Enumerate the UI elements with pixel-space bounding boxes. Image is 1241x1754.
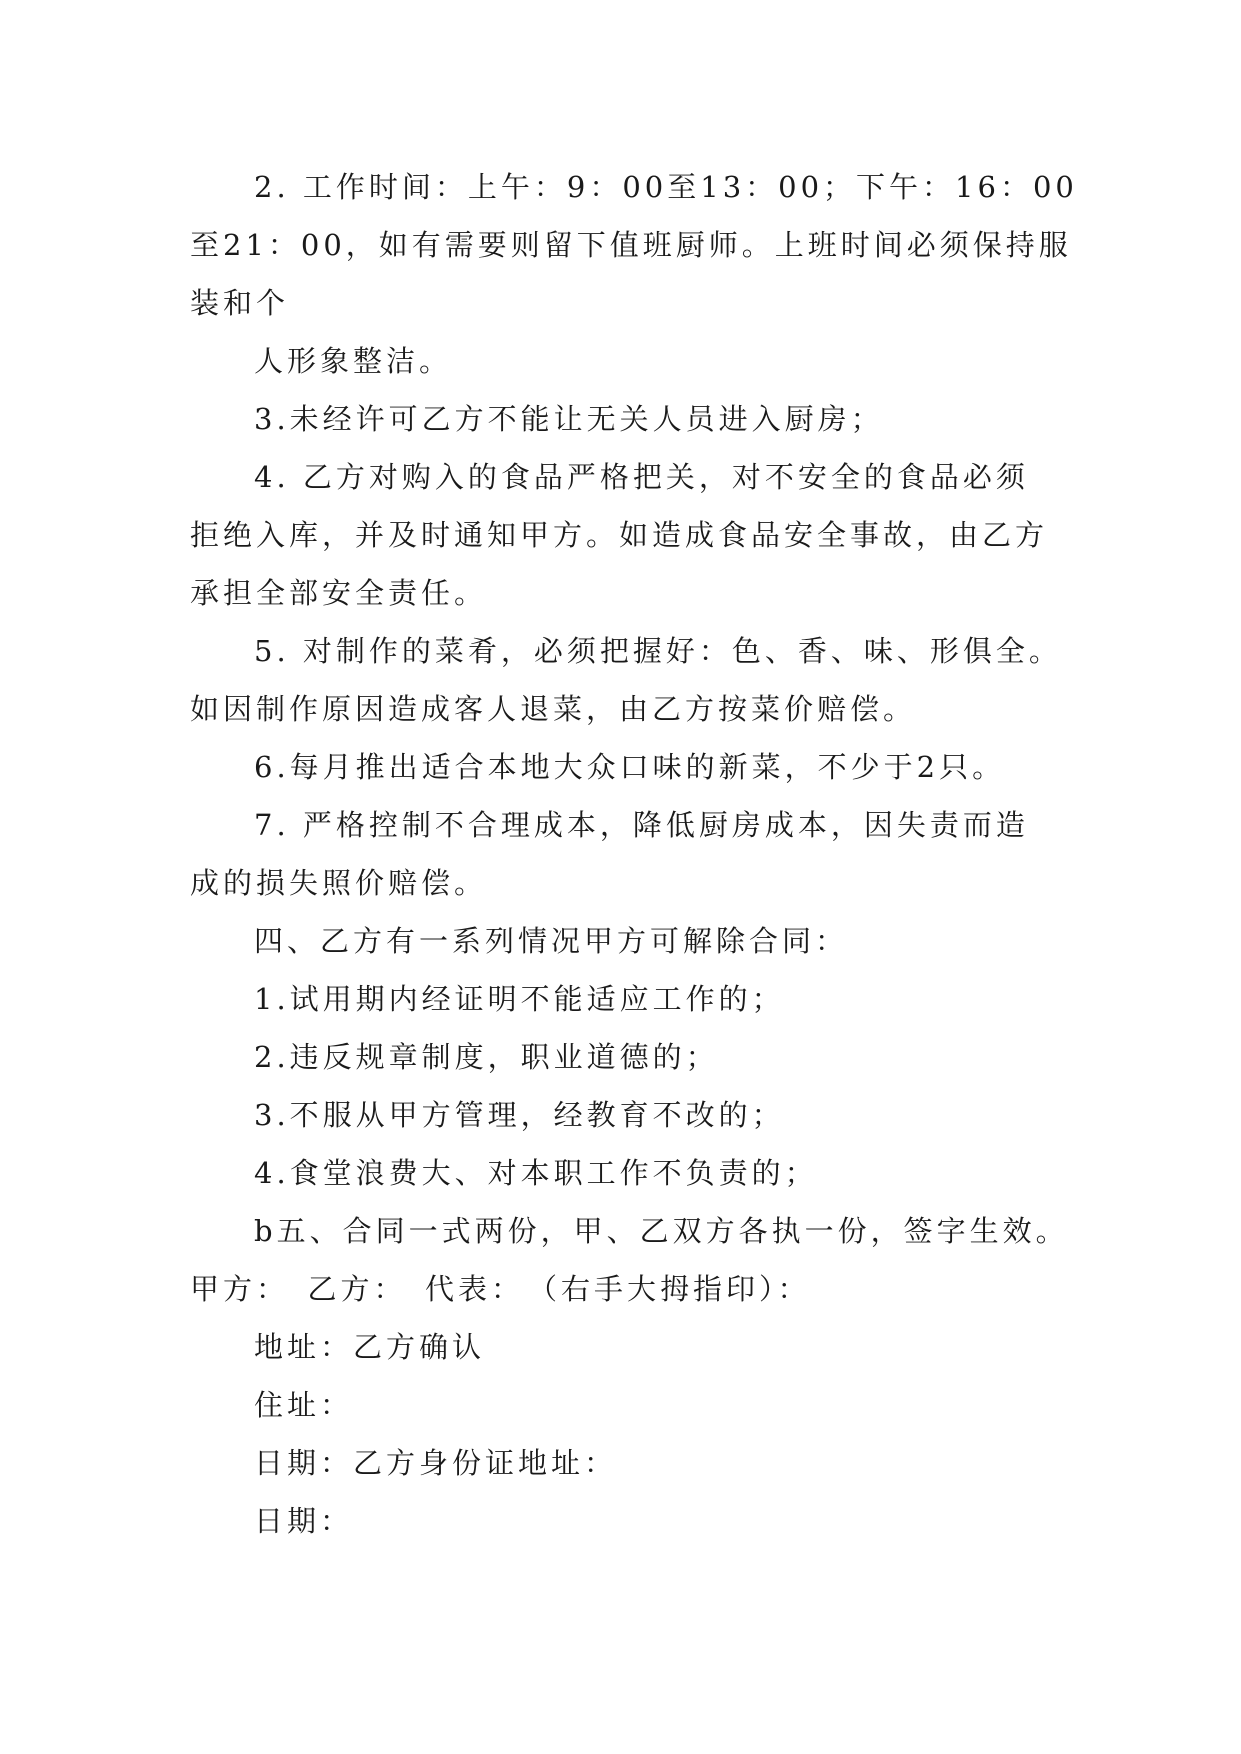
address-line: 地址：乙方确认 — [254, 1330, 486, 1364]
signature-line: 甲方： 乙方： 代表： （右手大拇指印）： — [190, 1272, 811, 1306]
list-item: 1.试用期内经证明不能适应工作的； — [254, 982, 785, 1016]
list-item: 4.食堂浪费大、对本职工作不负责的； — [254, 1156, 818, 1190]
date-line: 日期：乙方身份证地址： — [254, 1446, 618, 1480]
paragraph-line: 承担全部安全责任。 — [190, 576, 488, 610]
paragraph-line: 4. 乙方对购入的食品严格把关，对不安全的食品必须 — [254, 460, 1029, 494]
list-item: 2.违反规章制度，职业道德的； — [254, 1040, 719, 1074]
paragraph-line: 2. 工作时间：上午：9：00至13：00；下午：16：00 — [254, 170, 1078, 204]
list-item: 3.不服从甲方管理，经教育不改的； — [254, 1098, 785, 1132]
section-heading: b五、合同一式两份，甲、乙双方各执一份，签字生效。 — [254, 1214, 1069, 1248]
section-heading: 四、乙方有一系列情况甲方可解除合同： — [254, 924, 849, 958]
paragraph-line: 5. 对制作的菜肴，必须把握好：色、香、味、形俱全。 — [254, 634, 1062, 668]
paragraph-line: 7. 严格控制不合理成本，降低厨房成本，因失责而造 — [254, 808, 1029, 842]
paragraph-line: 至21：00，如有需要则留下值班厨师。上班时间必须保持服 — [190, 228, 1072, 262]
paragraph-line: 装和个 — [190, 286, 290, 320]
paragraph-line: 人形象整洁。 — [254, 344, 453, 378]
paragraph-line: 6.每月推出适合本地大众口味的新菜，不少于2只。 — [254, 750, 1006, 784]
date-line: 日期： — [254, 1504, 354, 1538]
paragraph-line: 如因制作原因造成客人退菜，由乙方按菜价赔偿。 — [190, 692, 917, 726]
paragraph-line: 拒绝入库，并及时通知甲方。如造成食品安全事故，由乙方 — [190, 518, 1049, 552]
document-body — [190, 158, 1078, 1550]
paragraph-line: 3.未经许可乙方不能让无关人员进入厨房； — [254, 402, 884, 436]
paragraph-line: 成的损失照价赔偿。 — [190, 866, 488, 900]
residence-line: 住址： — [254, 1388, 354, 1422]
